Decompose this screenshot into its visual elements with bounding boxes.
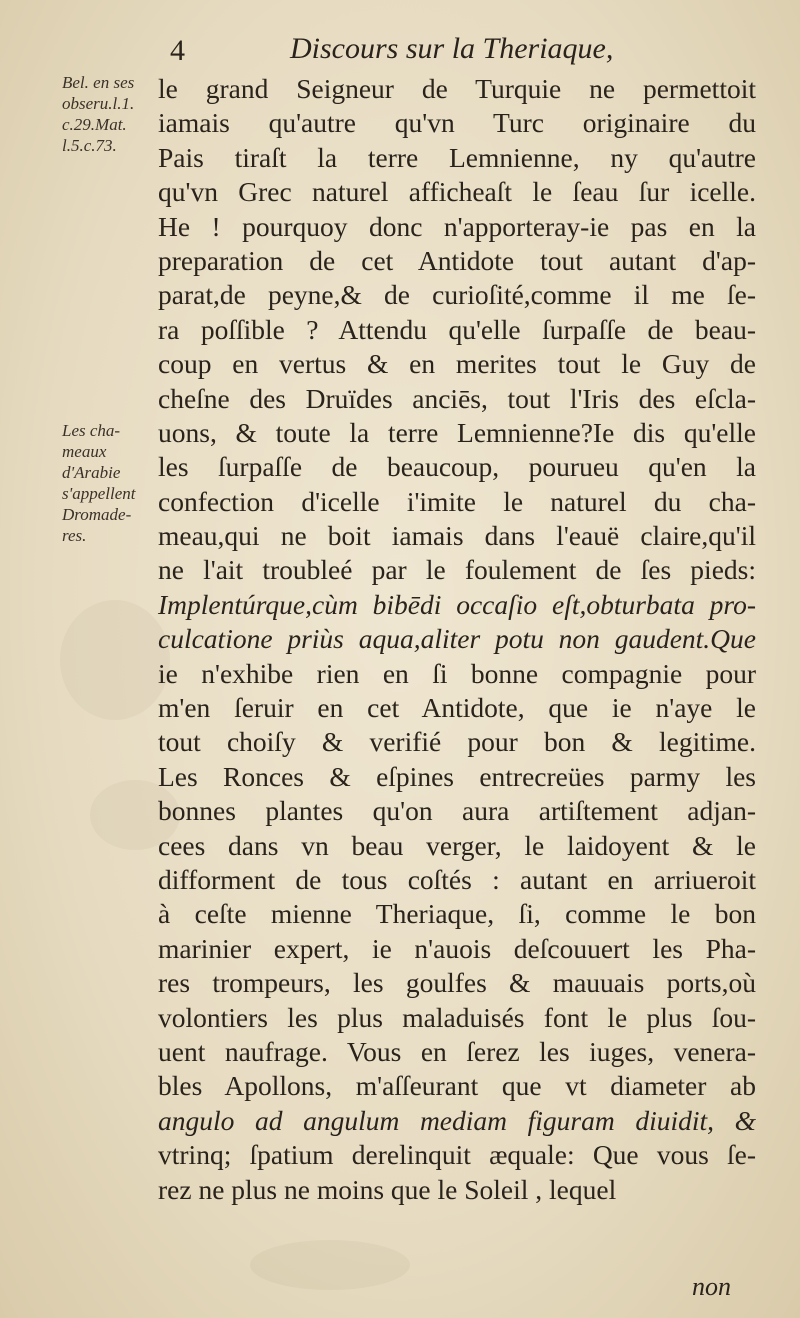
margin-note-camels — [62, 420, 160, 546]
text-line: les ſurpaſſe de beaucoup, pourueu qu'en la — [158, 451, 756, 483]
page-number: 4 — [170, 34, 185, 67]
text-line: difforment de tous coſtés : autant en arriueroit — [158, 863, 756, 895]
text-line: Implentúrque,cùm bibēdi occaſio eſt,obturbata pro- — [158, 588, 756, 620]
text-line: bonnes plantes qu'on aura artiſtement adjan- — [158, 795, 756, 827]
paper-stain — [60, 600, 170, 720]
margin-note-line: d'Arabie — [62, 463, 121, 482]
margin-note-line: Dromade- — [62, 505, 132, 524]
text-line: ie n'exhibe rien en ſi bonne compagnie pour — [158, 657, 756, 689]
text-line: rez ne plus ne moins que le Soleil , lequel — [158, 1173, 617, 1205]
text-line: res trompeurs, les goulfes & mauuais ports,où — [158, 967, 756, 999]
text-line: marinier expert, ie n'auois deſcouuert les Pha- — [158, 932, 756, 964]
text-line: tout choiſy & verifié pour bon & legitime. — [158, 726, 756, 758]
margin-note-line: meaux — [62, 442, 107, 461]
body-text — [158, 72, 756, 1207]
text-line: uent naufrage. Vous en ſerez les iuges, venera- — [158, 1035, 756, 1067]
text-line: volontiers les plus maladuisés font le plus ſou- — [158, 1001, 756, 1033]
text-line: preparation de cet Antidote tout autant d'ap- — [158, 244, 756, 276]
text-line: m'en ſeruir en cet Antidote, que ie n'aye le — [158, 692, 756, 724]
margin-note-citation — [62, 72, 160, 156]
margin-note-line: obseru.l.1. — [62, 94, 135, 113]
page-header — [160, 28, 760, 76]
text-line: à ceſte mienne Theriaque, ſi, comme le bon — [158, 898, 756, 930]
text-line: bles Apollons, m'aſſeurant que vt diameter ab — [158, 1070, 756, 1102]
margin-note-line: l.5.c.73. — [62, 136, 117, 155]
text-line: He ! pourquoy donc n'apporteray-ie pas en la — [158, 210, 756, 242]
text-line: ne l'ait troubleé par le foulement de ſes pieds: — [158, 554, 756, 586]
margin-note-line: Les cha- — [62, 421, 121, 440]
paper-stain — [250, 1240, 410, 1290]
margin-note-line: Bel. en ses — [62, 73, 135, 92]
text-line: le grand Seigneur de Turquie ne permettoit — [158, 73, 756, 104]
text-line: Les Ronces & eſpines entrecreües parmy les — [158, 760, 756, 792]
text-line: coup en vertus & en merites tout le Guy de — [158, 348, 756, 380]
running-title: Discours sur la Theriaque, — [290, 32, 614, 65]
text-line: ra poſſible ? Attendu qu'elle ſurpaſſe de beau- — [158, 313, 756, 345]
text-line: angulo ad angulum mediam figuram diuidit, & — [158, 1104, 756, 1136]
text-line: confection d'icelle i'imite le naturel du cha- — [158, 485, 756, 517]
text-line: culcatione priùs aqua,aliter potu non gaudent.Que — [158, 623, 756, 655]
text-line: parat,de peyne,& de curioſité,comme il me ſe- — [158, 279, 756, 311]
catchword: non — [692, 1272, 731, 1301]
text-line: meau,qui ne boit iamais dans l'eauë claire,qu'il — [158, 520, 756, 552]
margin-note-line: s'appellent — [62, 484, 136, 503]
margin-note-line: res. — [62, 526, 87, 545]
margin-note-line: c.29.Mat. — [62, 115, 127, 134]
text-line: cheſne des Druïdes anciēs, tout l'Iris des eſcla- — [158, 382, 756, 414]
text-line: qu'vn Grec naturel afficheaſt le ſeau ſur icelle. — [158, 176, 756, 208]
text-line: uons, & toute la terre Lemnienne?Ie dis qu'elle — [158, 416, 756, 448]
text-line: vtrinq; ſpatium derelinquit æquale: Que vous ſe- — [158, 1139, 756, 1171]
text-line: Pais tiraſt la terre Lemnienne, ny qu'autre — [158, 141, 756, 173]
text-line: iamais qu'autre qu'vn Turc originaire du — [158, 107, 756, 139]
text-line: cees dans vn beau verger, le laidoyent & le — [158, 829, 756, 861]
